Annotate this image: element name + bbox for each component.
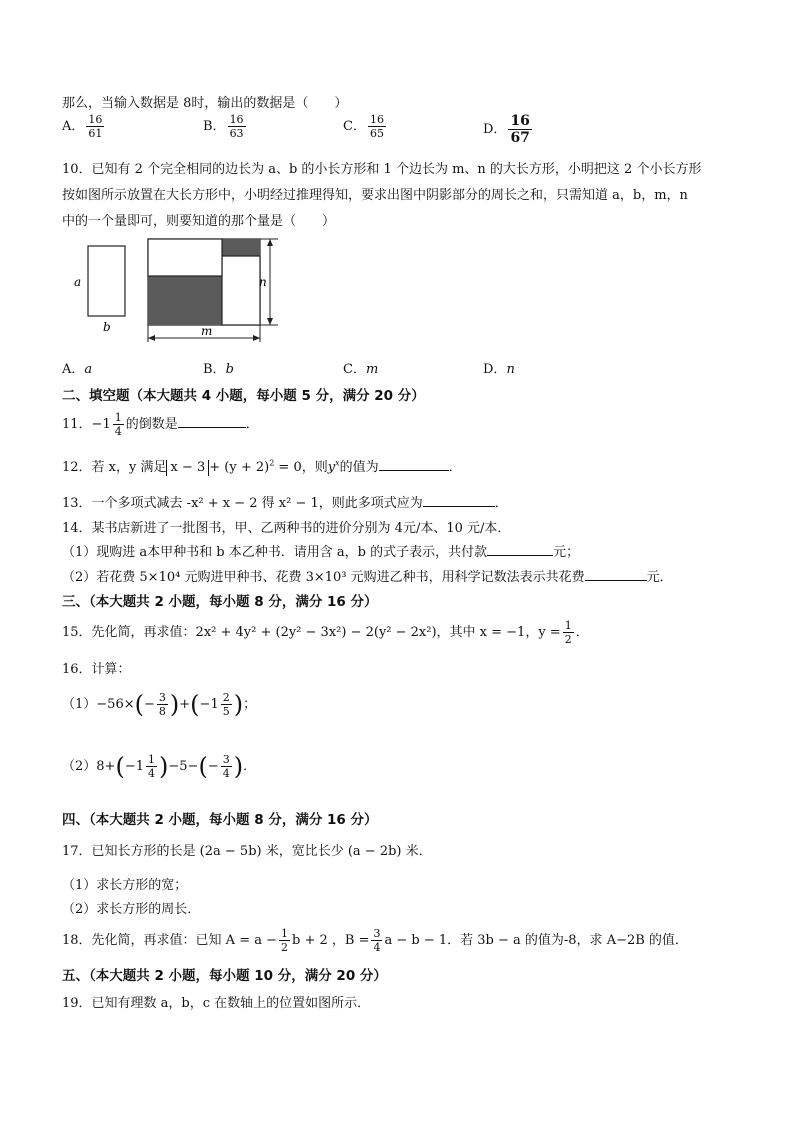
fraction: $\frac{16}{65}$	[369, 113, 384, 140]
q10-line1: 10．已知有 2 个完全相同的边长为 a、b 的小长方形和 1 个边长为 m、n 的大长方形，小明把这 2 个小长方形	[62, 162, 702, 177]
q16-title: 16．计算：	[62, 662, 131, 677]
fraction: $\frac{16}{61}$	[88, 113, 103, 140]
answer-blank[interactable]	[487, 543, 553, 556]
q11: 11．−1 $\frac{1}{4}$ 的倒数是 ．	[62, 411, 259, 438]
q19: 19．已知有理数 a，b，c 在数轴上的位置如图所示．	[62, 996, 371, 1011]
small-rectangle	[88, 246, 125, 316]
q14-stem: 14．某书店新进了一批图书，甲、乙两种书的进价分别为 4元/本、10 元/本．	[62, 521, 511, 536]
fraction: $\frac{2}{5}$	[222, 691, 230, 718]
q9-stem: 那么，当输入数据是 8时，输出的数据是（ ）	[62, 96, 348, 111]
answer-blank[interactable]	[379, 458, 449, 471]
q12: 12．若 x，y 满足 $x - 3 + (y + 2)^2 = 0$，则$y^x$的值为 ．	[62, 458, 462, 475]
q10-figure	[68, 234, 288, 350]
label-b: b	[103, 320, 111, 334]
label-m: m	[201, 324, 213, 338]
q14-part2: （2）若花费 5×10⁴ 元购进甲种书、花费 3×10³ 元购进乙种书，用科学记数法表示共花费 元．	[62, 570, 673, 585]
q9-option-d[interactable]: D． $\frac{16}{67}$	[483, 113, 530, 146]
fraction: $\frac{1}{2}$	[564, 619, 572, 646]
fraction: $\frac{1}{4}$	[148, 753, 155, 780]
q10-option-c[interactable]: C．m	[343, 362, 379, 377]
q14-part1: （1）现购进 a本甲种书和 b 本乙种书．请用含 a，b 的式子表示，共付款 元；	[62, 545, 580, 560]
q17-part1: （1）求长方形的宽；	[62, 878, 188, 893]
q16-part2: （2）8+(−1 $\frac{1}{4}$ )−5−(− $\frac{3}{4}$ )．	[62, 752, 257, 781]
fraction: $\frac{16}{67}$	[510, 113, 530, 146]
q10-option-b[interactable]: B．b	[203, 362, 234, 377]
answer-blank[interactable]	[423, 494, 495, 507]
section-4-title: 四、（本大题共 2 小题，每小题 8 分，满分 16 分）	[62, 812, 378, 828]
section-5-title: 五、（本大题共 2 小题，每小题 10 分，满分 20 分）	[62, 968, 387, 984]
section-2-title: 二、填空题（本大题共 4 小题，每小题 5 分，满分 20 分）	[62, 388, 425, 404]
q16-part1: （1）−56×(− $\frac{3}{8}$ )+(−1 $\frac{2}{5}$ )；	[62, 690, 257, 719]
absolute-value: x − 3	[166, 460, 209, 476]
fraction: $\frac{1}{2}$	[281, 927, 288, 954]
answer-blank[interactable]	[178, 415, 246, 428]
label-a: a	[74, 275, 82, 289]
shaded-region-bottom-left	[148, 276, 222, 325]
q15: 15．先化简，再求值：2x² + 4y² + (2y² − 3x²) − 2(y² − 2x²)，其中 x = −1，y = $\frac{1}{2}$ ．	[62, 619, 589, 646]
small-rectangle-vertical	[222, 256, 260, 325]
label-n: n	[259, 275, 267, 289]
fraction: $\frac{3}{4}$	[373, 927, 381, 954]
section-3-title: 三、（本大题共 2 小题，每小题 8 分，满分 16 分）	[62, 594, 378, 610]
q13: 13．一个多项式减去 -x² + x − 2 得 x² − 1，则此多项式应为 ．	[62, 496, 508, 511]
fraction: $\frac{1}{4}$	[114, 411, 122, 438]
shaded-region-top-right	[222, 239, 260, 256]
q10-line3: 中的一个量即可，则要知道的那个量是（ ）	[62, 214, 336, 229]
q17-part2: （2）求长方形的周长．	[62, 902, 201, 917]
fraction: $\frac{16}{63}$	[229, 113, 244, 140]
answer-blank[interactable]	[585, 568, 647, 581]
q10-option-a[interactable]: A．a	[62, 362, 93, 377]
q10-option-d[interactable]: D．n	[483, 362, 515, 377]
fraction: $\frac{3}{4}$	[222, 753, 230, 780]
q9-option-a[interactable]: A． $\frac{16}{61}$	[62, 113, 103, 140]
fraction: $\frac{3}{8}$	[158, 691, 166, 718]
q17-stem: 17．已知长方形的长是 (2a − 5b) 米，宽比长少 (a − 2b) 米．	[62, 844, 432, 859]
q9-option-c[interactable]: C． $\frac{16}{65}$	[343, 113, 384, 140]
q10-line2: 按如图所示放置在大长方形中，小明经过推理得知，要求出图中阴影部分的周长之和，只需知道 a，b，m，n	[62, 188, 688, 203]
small-rectangle-horizontal	[148, 239, 222, 276]
q18: 18．先化简，再求值：已知 A = a − $\frac{1}{2}$ b + 2 ，B = $\frac{3}{4}$ a − b − 1．若 3b − a 的值为-8，求 A−2B 的值．	[62, 927, 688, 954]
q9-option-b[interactable]: B． $\frac{16}{63}$	[203, 113, 244, 140]
